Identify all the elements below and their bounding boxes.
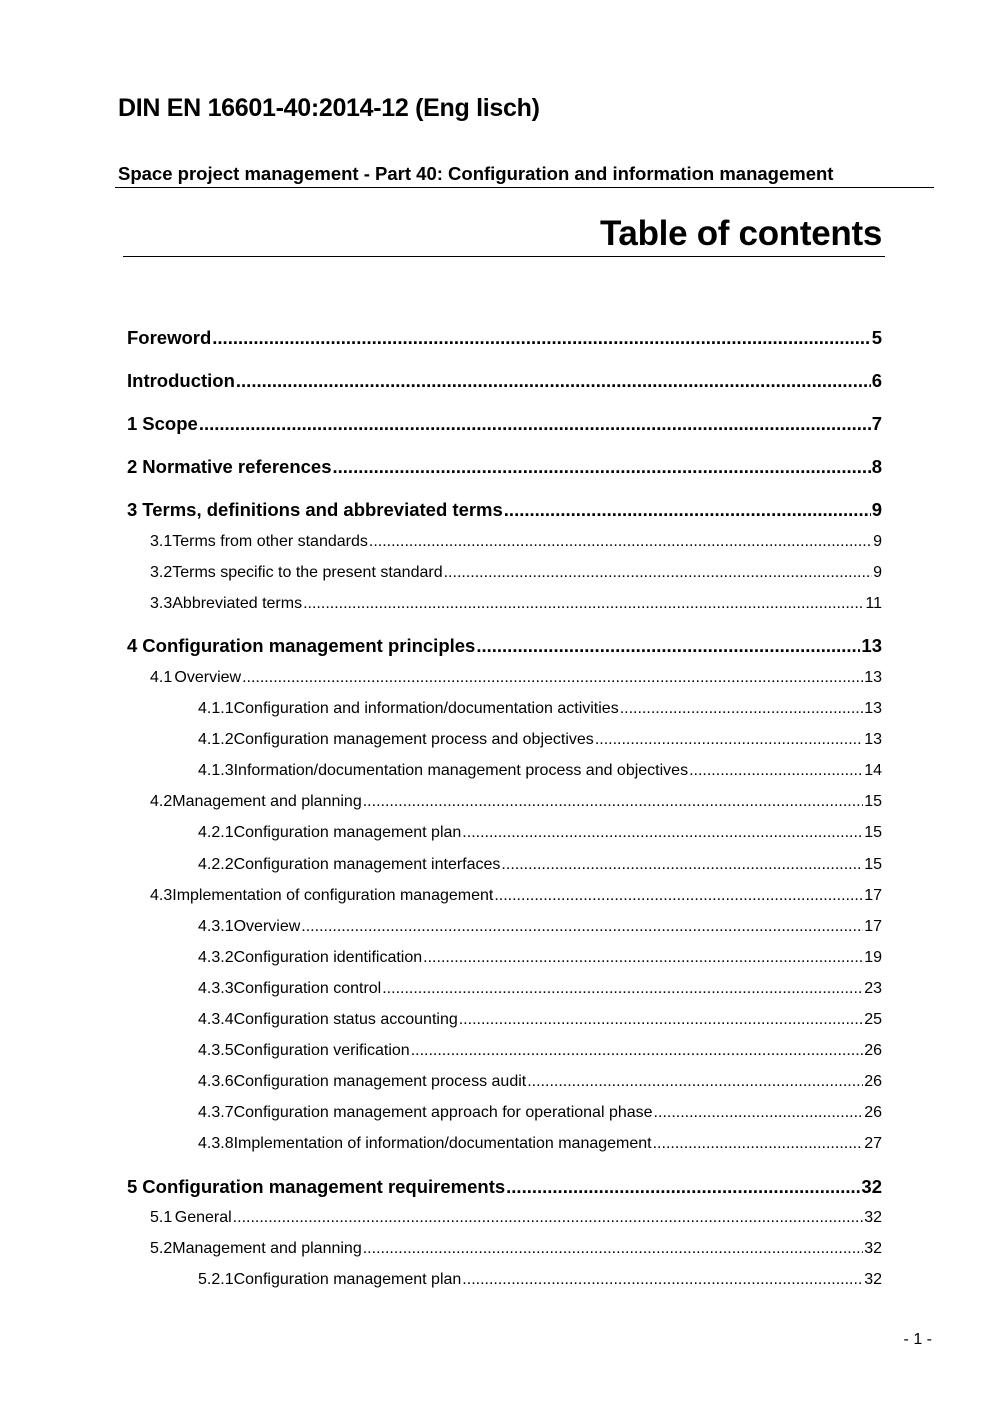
toc-entry[interactable] — [127, 700, 882, 722]
document-subtitle: Space project management - Part 40: Configuration and information management — [118, 163, 834, 184]
toc-entry-page: 19 — [864, 949, 882, 966]
toc-entry[interactable] — [127, 762, 882, 784]
toc-entry[interactable] — [127, 793, 882, 815]
toc-entry[interactable] — [127, 887, 882, 909]
toc-entry-title: Implementation of information/documentation management — [233, 1135, 652, 1152]
toc-entry[interactable] — [127, 1271, 882, 1293]
toc-entry-title: Configuration identification — [233, 949, 423, 966]
toc-dot-leader — [363, 793, 863, 811]
toc-entry-page: 9 — [873, 533, 882, 550]
toc-entry-page: 13 — [864, 700, 882, 717]
toc-entry-number: 4.3.1 — [198, 918, 234, 935]
toc-dot-leader — [501, 856, 863, 874]
toc-entry-number: 4.1 — [150, 669, 173, 686]
toc-entry-title: Overview — [233, 918, 301, 935]
toc-entry-title: Management and planning — [172, 793, 362, 810]
toc-entry-number: 4.2.1 — [198, 824, 234, 841]
toc-entry-title: Terms, definitions and abbreviated terms — [142, 499, 503, 520]
toc-dot-leader — [303, 595, 864, 613]
toc-entry-title: Terms from other standards — [172, 533, 368, 550]
toc-dot-leader — [459, 1011, 863, 1029]
toc-entry-title: Foreword — [127, 327, 212, 348]
toc-dot-leader — [653, 1135, 864, 1153]
toc-entry[interactable] — [127, 1135, 882, 1157]
toc-entry-number: 4.3.2 — [198, 949, 234, 966]
toc-dot-leader — [504, 499, 871, 521]
toc-entry-title: Implementation of configuration management — [172, 887, 494, 904]
toc-entry-page: 27 — [864, 1135, 882, 1152]
toc-entry-page: 32 — [864, 1271, 882, 1288]
toc-entry-page: 26 — [864, 1042, 882, 1059]
toc-entry-number: 4.3.4 — [198, 1011, 234, 1028]
toc-dot-leader — [242, 669, 863, 687]
page-number: - 1 - — [903, 1331, 932, 1348]
toc-entry-page: 5 — [871, 327, 882, 348]
toc-dot-leader — [212, 327, 870, 349]
toc-dot-leader — [595, 731, 863, 749]
toc-entry-title: Terms specific to the present standard — [172, 564, 443, 581]
toc-entry-page: 13 — [864, 731, 882, 748]
toc-entry[interactable] — [127, 1011, 882, 1033]
toc-entry-number: 3.3 — [150, 595, 173, 612]
toc-entry-page: 8 — [871, 456, 882, 477]
toc-dot-leader — [506, 1176, 860, 1198]
toc-dot-leader — [444, 564, 872, 582]
toc-entry[interactable] — [127, 327, 882, 351]
toc-entry-page: 15 — [864, 824, 882, 841]
toc-entry-page: 14 — [864, 762, 882, 779]
toc-entry[interactable] — [127, 731, 882, 753]
toc-entry-number: 4.3.7 — [198, 1104, 234, 1121]
toc-entry[interactable] — [127, 564, 882, 586]
toc-entry[interactable] — [127, 1176, 882, 1200]
toc-dot-leader — [476, 635, 860, 657]
toc-entry-page: 26 — [864, 1104, 882, 1121]
toc-dot-leader — [494, 887, 863, 905]
toc-entry-title: Configuration control — [233, 980, 382, 997]
toc-entry[interactable] — [127, 1042, 882, 1064]
toc-entry[interactable] — [127, 595, 882, 617]
toc-entry-number: 5.1 — [150, 1209, 173, 1226]
toc-entry-title: Information/documentation management process and objectives — [233, 762, 689, 779]
toc-entry-page: 13 — [861, 635, 882, 656]
toc-entry[interactable] — [127, 1240, 882, 1262]
toc-entry-title: Configuration management process and objectives — [233, 731, 594, 748]
toc-entry-page: 25 — [864, 1011, 882, 1028]
toc-entry-page: 15 — [864, 793, 882, 810]
toc-entry[interactable] — [127, 1073, 882, 1095]
toc-entry-page: 11 — [865, 595, 882, 612]
toc-entry-page: 9 — [871, 499, 882, 520]
toc-entry-page: 7 — [871, 413, 882, 434]
toc-heading-rule — [123, 256, 885, 257]
toc-entry-page: 15 — [864, 856, 882, 873]
toc-entry[interactable] — [127, 635, 882, 659]
toc-dot-leader — [689, 762, 863, 780]
toc-entry[interactable] — [127, 949, 882, 971]
toc-entry-title: Configuration management process audit — [233, 1073, 527, 1090]
toc-entry-number: 4 — [127, 635, 138, 656]
toc-entry-title: Overview — [174, 669, 242, 686]
toc-entry-page: 32 — [864, 1240, 882, 1257]
toc-entry-title: Configuration and information/documentation activities — [233, 700, 619, 717]
toc-entry-number: 3.2 — [150, 564, 173, 581]
toc-entry-number: 3.1 — [150, 533, 173, 550]
subtitle-rule — [115, 187, 934, 188]
toc-dot-leader — [333, 456, 871, 478]
toc-entry-number: 4.1.2 — [198, 731, 234, 748]
toc-entry[interactable] — [127, 856, 882, 878]
toc-entry-number: 4.3.8 — [198, 1135, 234, 1152]
toc-entry-number: 4.3.5 — [198, 1042, 234, 1059]
toc-entry-number: 5.2.1 — [198, 1271, 234, 1288]
toc-entry-number: 4.3.3 — [198, 980, 234, 997]
toc-entry[interactable] — [127, 413, 882, 437]
toc-entry-title: Configuration management interfaces — [233, 856, 501, 873]
toc-entry-page: 17 — [864, 887, 882, 904]
toc-entry[interactable] — [127, 456, 882, 480]
toc-entry-number: 4.1.3 — [198, 762, 234, 779]
toc-dot-leader — [301, 918, 863, 936]
toc-entry-page: 26 — [864, 1073, 882, 1090]
toc-entry-number: 5.2 — [150, 1240, 173, 1257]
toc-entry-title: Configuration management plan — [233, 1271, 462, 1288]
toc-entry-title: Abbreviated terms — [172, 595, 303, 612]
toc-dot-leader — [527, 1073, 863, 1091]
toc-entry-title: Introduction — [127, 370, 235, 391]
toc-dot-leader — [654, 1104, 864, 1122]
toc-entry-number: 4.3.6 — [198, 1073, 234, 1090]
toc-entry-page: 17 — [864, 918, 882, 935]
toc-entry[interactable] — [127, 824, 882, 846]
toc-entry-title: Normative references — [142, 456, 332, 477]
toc-entry-page: 9 — [873, 564, 882, 581]
toc-entry-number: 4.3 — [150, 887, 173, 904]
toc-entry[interactable] — [127, 533, 882, 555]
toc-entry-number: 4.2.2 — [198, 856, 234, 873]
toc-dot-leader — [462, 1271, 863, 1289]
toc-entry-title: Configuration management principles — [142, 635, 476, 656]
toc-entry[interactable] — [127, 1209, 882, 1231]
toc-dot-leader — [199, 413, 871, 435]
toc-entry-page: 13 — [864, 669, 882, 686]
toc-entry-number: 2 — [127, 456, 138, 477]
toc-dot-leader — [233, 1209, 864, 1227]
toc-dot-leader — [620, 700, 864, 718]
toc-entry-number: 1 — [127, 413, 138, 434]
toc-dot-leader — [462, 824, 863, 842]
toc-entry[interactable] — [127, 1104, 882, 1126]
toc-entry[interactable] — [127, 980, 882, 1002]
toc-entry-title: Management and planning — [172, 1240, 362, 1257]
toc-entry-number: 4.2 — [150, 793, 173, 810]
toc-dot-leader — [382, 980, 863, 998]
toc-dot-leader — [423, 949, 863, 967]
toc-entry-number: 4.1.1 — [198, 700, 234, 717]
toc-heading: Table of contents — [599, 214, 882, 253]
toc-entry-title: Configuration management approach for operational phase — [233, 1104, 653, 1121]
toc-entry-title: Configuration management plan — [233, 824, 462, 841]
toc-dot-leader — [369, 533, 872, 551]
toc-entry[interactable] — [127, 499, 882, 523]
toc-entry-title: General — [174, 1209, 232, 1226]
toc-entry-title: Configuration status accounting — [233, 1011, 458, 1028]
toc-entry[interactable] — [127, 669, 882, 691]
toc-entry-page: 32 — [861, 1176, 882, 1197]
toc-entry[interactable] — [127, 370, 882, 394]
toc-entry-title: Configuration management requirements — [142, 1176, 506, 1197]
toc-entry-number: 3 — [127, 499, 138, 520]
toc-entry-number: 5 — [127, 1176, 138, 1197]
toc-entry-page: 32 — [864, 1209, 882, 1226]
toc-dot-leader — [236, 370, 871, 392]
toc-dot-leader — [363, 1240, 863, 1258]
toc-dot-leader — [411, 1042, 864, 1060]
toc-entry-page: 23 — [864, 980, 882, 997]
document-title: DIN EN 16601-40:2014-12 (Eng lisch) — [118, 94, 540, 122]
toc-entry-page: 6 — [871, 370, 882, 391]
toc-entry-title: Scope — [142, 413, 198, 434]
toc-entry-title: Configuration verification — [233, 1042, 410, 1059]
toc-entry[interactable] — [127, 918, 882, 940]
